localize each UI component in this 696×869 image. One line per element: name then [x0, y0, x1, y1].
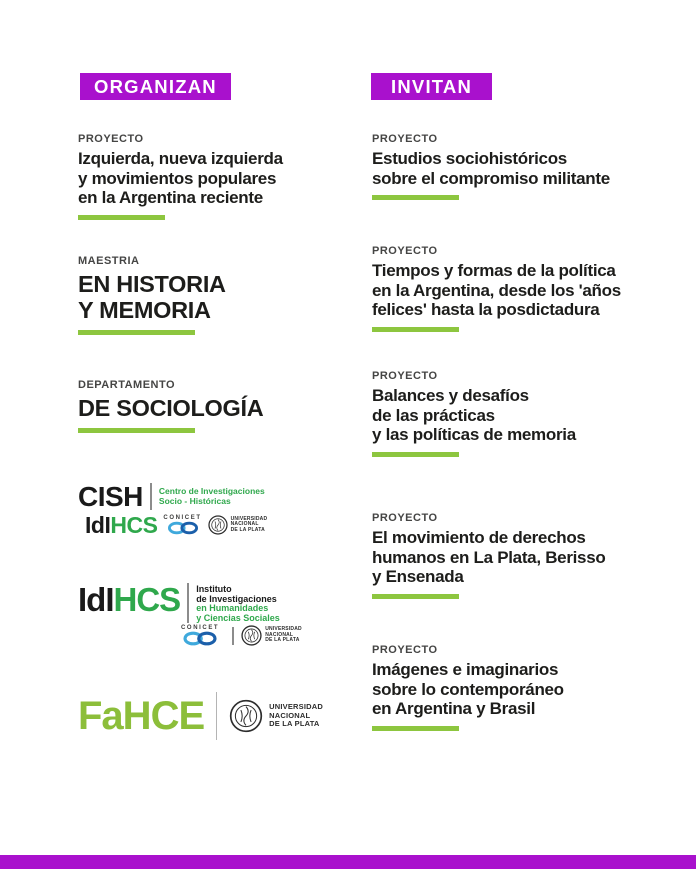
organizan-header: ORGANIZAN [80, 73, 231, 100]
project-label: PROYECTO [78, 133, 144, 145]
idihcs-desc-line: y Ciencias Sociales [196, 612, 280, 623]
cish-wordmark: CISH [78, 481, 143, 512]
project-title-line: Tiempos y formas de la política [372, 261, 616, 280]
conicet-logo [181, 625, 219, 646]
project-title [78, 149, 283, 208]
green-underline-bar [372, 452, 459, 457]
idihcs-wordmark [78, 583, 180, 616]
cish-desc-line: Centro de Investigaciones [158, 486, 265, 496]
divider [232, 627, 234, 645]
unlp-text [269, 703, 323, 729]
divider [216, 692, 217, 740]
maestria-title-line: Y MEMORIA [78, 297, 211, 323]
fahce-logo [78, 692, 323, 740]
unlp-text-line: UNIVERSIDAD [230, 515, 268, 522]
maestria-block [78, 255, 226, 335]
idihcs-logo [78, 583, 302, 646]
idihcs-desc-line: de Investigaciones [196, 593, 277, 604]
idihcs-green-part: HCS [113, 581, 181, 618]
project-label: PROYECTO [372, 370, 438, 382]
unlp-text-line: DE LA PLATA [269, 719, 320, 729]
idihcs-wordmark-small [85, 513, 157, 537]
project-title-line: Estudios sociohistóricos [372, 149, 567, 168]
green-underline-bar [372, 195, 459, 200]
organizan-project-block [78, 133, 283, 220]
invitan-project-block [372, 512, 605, 599]
conicet-logo [163, 515, 201, 535]
maestria-title [78, 271, 226, 323]
idihcs-green-part: HCS [110, 512, 158, 538]
green-underline-bar [372, 726, 459, 731]
departamento-title-line: DE SOCIOLOGÍA [78, 395, 264, 421]
project-title [372, 261, 621, 320]
project-title [372, 660, 564, 719]
project-title-line: y movimientos populares [78, 168, 277, 188]
idihcs-desc-line: Instituto [196, 584, 232, 594]
maestria-label: MAESTRIA [78, 255, 140, 267]
project-title-line: felices' hasta la posdictadura [372, 300, 600, 319]
divider [150, 483, 152, 510]
project-title-line: Izquierda, nueva izquierda [78, 149, 283, 168]
departamento-block [78, 379, 263, 433]
fahce-wordmark: FaHCE [78, 694, 205, 738]
cish-desc-line: Socio - Históricas [158, 496, 231, 506]
unlp-text-line: NACIONAL [269, 710, 311, 720]
invitan-project-block [372, 644, 564, 731]
conicet-infinity-icon [166, 521, 200, 535]
unlp-text-line: NACIONAL [265, 631, 294, 638]
cish-logo [78, 483, 267, 537]
divider [187, 583, 189, 623]
project-title [372, 528, 605, 587]
unlp-text-line: DE LA PLATA [230, 526, 265, 533]
project-label: PROYECTO [372, 512, 438, 524]
project-label: PROYECTO [372, 133, 438, 145]
unlp-text [231, 517, 268, 534]
unlp-text-line: UNIVERSIDAD [269, 702, 324, 712]
green-underline-bar [372, 594, 459, 599]
conicet-infinity-icon [181, 631, 219, 646]
invitan-project-block [372, 245, 621, 332]
unlp-seal-icon [241, 625, 262, 646]
project-title-line: sobre el compromiso militante [372, 168, 610, 188]
project-label: PROYECTO [372, 644, 438, 656]
green-underline-bar [372, 327, 459, 332]
conicet-label: CONICET [181, 625, 220, 631]
project-title-line: El movimiento de derechos [372, 528, 586, 547]
unlp-logo [229, 699, 323, 733]
project-title-line: de las prácticas [372, 405, 495, 425]
project-title-line: en Argentina y Brasil [372, 699, 536, 718]
unlp-text [265, 627, 302, 644]
project-title-line: en la Argentina reciente [78, 188, 263, 207]
unlp-text-line: DE LA PLATA [265, 637, 300, 644]
project-label: PROYECTO [372, 245, 438, 257]
invitan-project-block [372, 370, 576, 457]
departamento-title [78, 395, 263, 421]
cish-description [159, 483, 265, 506]
unlp-text-line: NACIONAL [230, 521, 259, 528]
idihcs-desc-line: en Humanidades [196, 603, 269, 613]
unlp-logo [241, 625, 302, 646]
project-title-line: Imágenes e imaginarios [372, 660, 559, 679]
project-title-line: y las políticas de memoria [372, 425, 576, 444]
idihcs-black-part: IdI [85, 512, 111, 538]
project-title-line: en la Argentina, desde los 'años [372, 280, 621, 300]
idihcs-description [196, 583, 280, 623]
green-underline-bar [78, 428, 195, 433]
project-title-line: humanos en La Plata, Berisso [372, 547, 606, 567]
project-title [372, 149, 610, 188]
unlp-text-line: UNIVERSIDAD [265, 626, 302, 633]
departamento-label: DEPARTAMENTO [78, 379, 176, 391]
invitan-project-block [372, 133, 610, 200]
conicet-label: CONICET [163, 515, 202, 521]
idihcs-black-part: IdI [78, 581, 114, 618]
unlp-seal-icon [229, 699, 263, 733]
unlp-seal-icon [208, 515, 228, 535]
project-title-line: Balances y desafíos [372, 386, 529, 405]
bottom-accent-bar [0, 855, 696, 869]
project-title-line: y Ensenada [372, 567, 464, 586]
unlp-logo [208, 515, 268, 535]
project-title-line: sobre lo contemporáneo [372, 679, 564, 699]
project-title [372, 386, 576, 445]
green-underline-bar [78, 330, 195, 335]
invitan-header: INVITAN [371, 73, 492, 100]
maestria-title-line: EN HISTORIA [78, 271, 226, 297]
green-underline-bar [78, 215, 165, 220]
